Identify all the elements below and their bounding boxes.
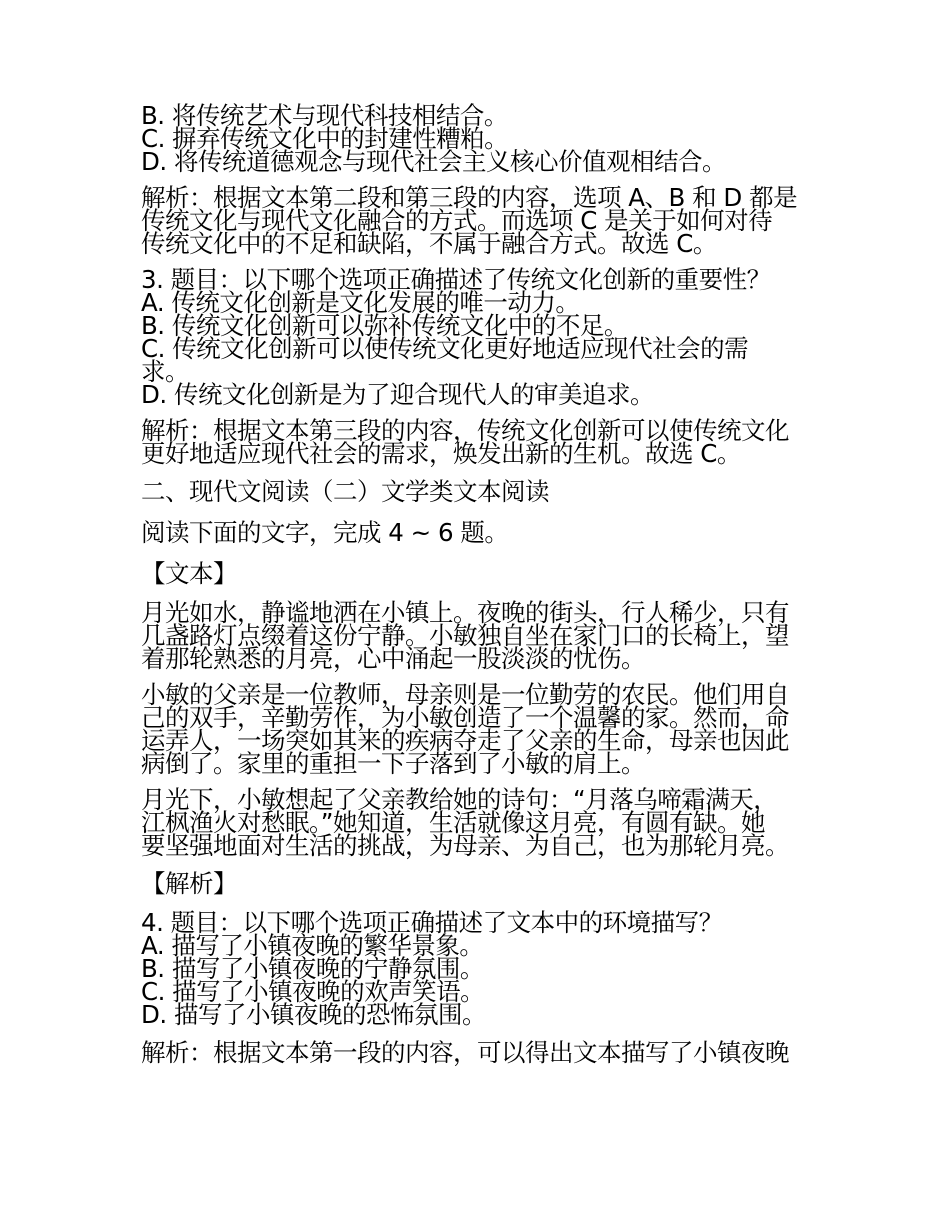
analysis-label-block bbox=[141, 870, 821, 898]
option-b: B. 描写了小镇夜晚的宁静氛围。 bbox=[141, 954, 484, 983]
option-d: D. 描写了小镇夜晚的恐怖氛围。 bbox=[141, 1000, 486, 1029]
option-d: D. 传统文化创新是为了迎合现代人的审美追求。 bbox=[141, 380, 654, 409]
option-b: B. 将传统艺术与现代科技相结合。 bbox=[141, 101, 508, 130]
analysis-line: 解析：根据文本第三段的内容，传统文化创新可以使传统文化 bbox=[141, 416, 789, 445]
paragraph-line: 病倒了。家里的重担一下子落到了小敏的肩上。 bbox=[141, 749, 645, 778]
instruction: 阅读下面的文字，完成 4 ~ 6 题。 bbox=[141, 518, 509, 547]
section-title: 二、现代文阅读（二）文学类文本阅读 bbox=[141, 477, 549, 506]
paragraph-line: 要坚强地面对生活的挑战，为母亲、为自己，也为那轮月亮。 bbox=[141, 831, 789, 860]
story-paragraph-1 bbox=[141, 598, 821, 673]
option-a: A. 传统文化创新是文化发展的唯一动力。 bbox=[141, 288, 580, 317]
text-label-block bbox=[141, 560, 821, 588]
paragraph-line: 几盏路灯点缀着这份宁静。小敏独自坐在家门口的长椅上，望 bbox=[141, 621, 789, 650]
question-3 bbox=[141, 265, 821, 409]
analysis-label: 【解析】 bbox=[141, 869, 237, 898]
story-paragraph-2 bbox=[141, 680, 821, 778]
option-c: C. 摒弃传统文化中的封建性糟粕。 bbox=[141, 124, 509, 153]
question-4-analysis bbox=[141, 1039, 821, 1067]
question-2-analysis bbox=[141, 183, 821, 258]
option-c-continued: 求。 bbox=[141, 357, 189, 386]
question-3-stem: 3. 题目：以下哪个选项正确描述了传统文化创新的重要性？ bbox=[141, 265, 771, 294]
paragraph-line: 江枫渔火对愁眠。”她知道，生活就像这月亮，有圆有缺。她 bbox=[141, 808, 765, 837]
paragraph-line: 月光如水，静谧地洒在小镇上。夜晚的街头，行人稀少，只有 bbox=[141, 598, 789, 627]
option-a: A. 描写了小镇夜晚的繁华景象。 bbox=[141, 931, 484, 960]
question-3-analysis bbox=[141, 416, 821, 468]
paragraph-line: 己的双手，辛勤劳作，为小敏创造了一个温馨的家。然而，命 bbox=[141, 703, 789, 732]
paragraph-line: 月光下，小敏想起了父亲教给她的诗句：“月落乌啼霜满天， bbox=[141, 785, 778, 814]
option-c: C. 描写了小镇夜晚的欢声笑语。 bbox=[141, 977, 485, 1006]
section-heading bbox=[141, 478, 821, 506]
question-4-stem: 4. 题目：以下哪个选项正确描述了文本中的环境描写？ bbox=[141, 908, 723, 937]
option-b: B. 传统文化创新可以弥补传统文化中的不足。 bbox=[141, 311, 628, 340]
option-d: D. 将传统道德观念与现代社会主义核心价值观相结合。 bbox=[141, 147, 726, 176]
analysis-line: 传统文化与现代文化融合的方式。而选项 C 是关于如何对待 bbox=[141, 206, 773, 235]
text-label: 【文本】 bbox=[141, 559, 237, 588]
story-paragraph-3 bbox=[141, 785, 821, 860]
analysis-line: 解析：根据文本第一段的内容，可以得出文本描写了小镇夜晚 bbox=[141, 1038, 789, 1067]
analysis-line: 更好地适应现代社会的需求，焕发出新的生机。故选 C。 bbox=[141, 439, 741, 468]
instruction-block bbox=[141, 519, 821, 547]
analysis-line: 解析：根据文本第二段和第三段的内容，选项 A、B 和 D 都是 bbox=[141, 183, 798, 212]
question-2-options bbox=[141, 101, 821, 176]
question-4 bbox=[141, 908, 821, 1029]
paragraph-line: 运弄人，一场突如其来的疾病夺走了父亲的生命，母亲也因此 bbox=[141, 726, 789, 755]
document-body bbox=[141, 101, 821, 1080]
paragraph-line: 小敏的父亲是一位教师，母亲则是一位勤劳的农民。他们用自 bbox=[141, 680, 789, 709]
analysis-line: 传统文化中的不足和缺陷，不属于融合方式。故选 C。 bbox=[141, 229, 717, 258]
option-c: C. 传统文化创新可以使传统文化更好地适应现代社会的需 bbox=[141, 334, 749, 363]
paragraph-line: 着那轮熟悉的月亮，心中涌起一股淡淡的忧伤。 bbox=[141, 644, 645, 673]
